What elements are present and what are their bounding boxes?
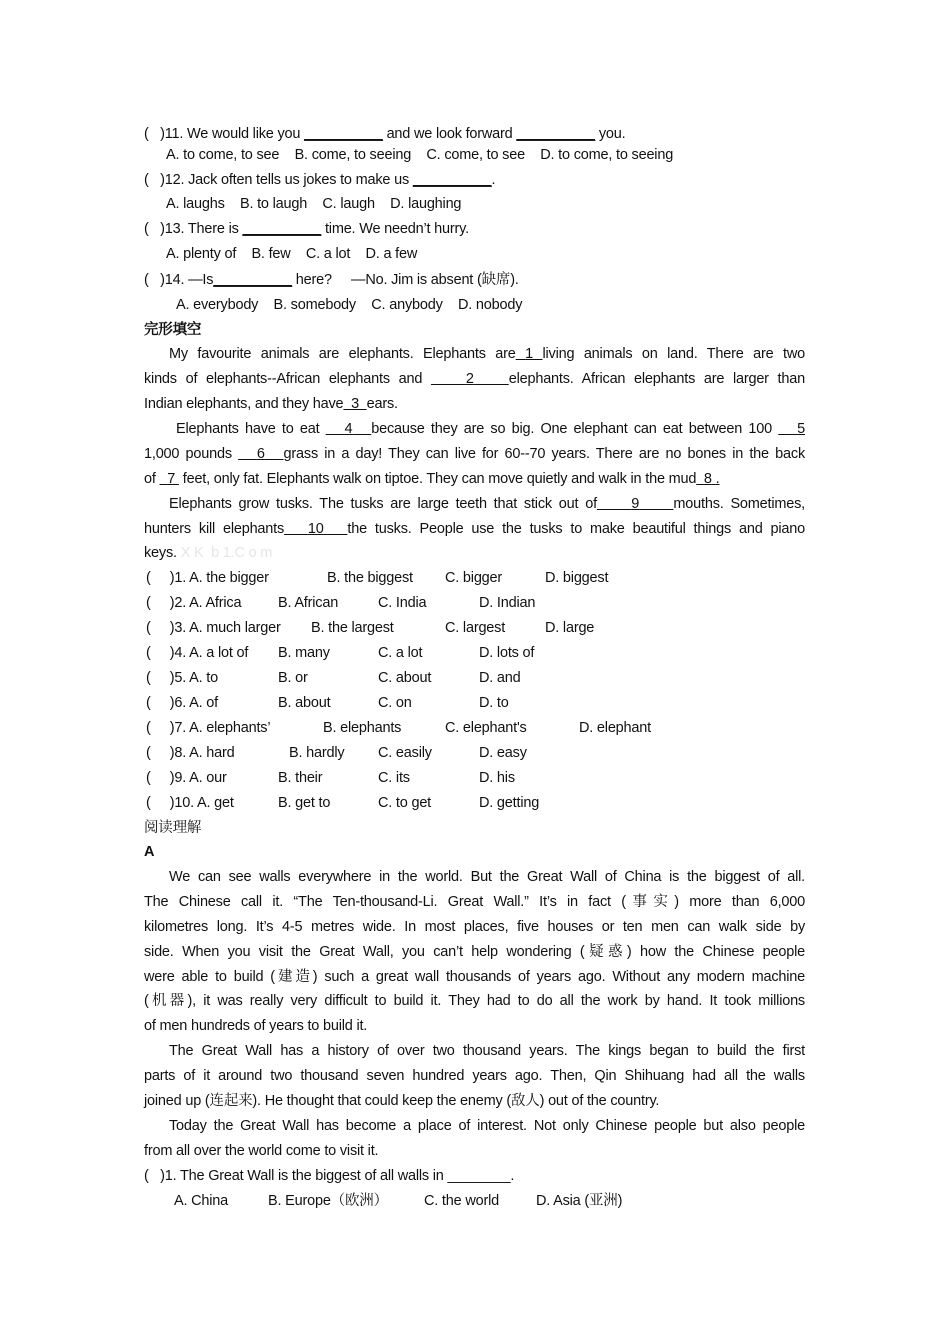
cloze-line [144,543,272,563]
text: of [144,471,160,487]
option-c: C. on [378,695,412,711]
blank-number: 10 [307,521,324,537]
question-13 [144,219,469,239]
stem: ( )13. There is [144,221,243,237]
q11-options: A. to come, to see B. come, to seeing C. come, to see D. to come, to seeing [166,147,674,163]
question-number: ( )6. A. of [146,695,218,711]
blank-6 [238,446,283,462]
question-number: ( )8. A. hard [146,745,235,761]
text: Elephants have to eat [176,421,326,437]
text: mouths. Sometimes, [673,496,805,512]
blank: __________ [213,272,292,288]
blank: __________ [412,172,492,188]
text: . [715,471,720,487]
stem: ( )14. —Is [144,272,214,288]
watermark: X K b 1.C o m [180,545,273,561]
blank-1 [516,346,543,362]
text: My favourite animals are elephants. Elephants are [169,346,516,362]
passage-line: were able to build (建造) such a great wall thousands of years ago. Without any modern machine [144,969,805,985]
option-c: C. its [378,770,410,786]
blank-number: 8 [703,471,712,487]
text: elephants. African elephants are larger than [508,371,805,387]
option-d: D. large [545,620,595,636]
cloze-line [144,444,805,464]
blank-8 [696,471,719,487]
option-d: D. elephant [579,720,651,736]
text: grass in a day! They can live for 60--70 years. There are no bones in the back [283,446,805,462]
passage-line: (机器), it was really very difficult to build it. They had to do all the work by hand. It took millions [144,993,805,1009]
passage-line: We can see walls everywhere in the world. But the Great Wall of China is the biggest of all. [169,869,805,885]
blank-3 [343,396,366,412]
option-d: D. getting [479,795,540,811]
question-12 [144,170,495,190]
stem: here? —No. Jim is absent (缺席). [291,272,519,288]
stem: you. [595,126,626,142]
passage-line: kilometres long. It’s 4-5 metres wide. In most places, five houses or ten men can walk side by [144,919,805,935]
blank-number: 9 [631,496,640,512]
cloze-line [144,494,805,514]
text: the tusks. People use the tusks to make beautiful things and piano [347,521,805,537]
blank-7 [160,471,179,487]
option-d: D. Asia (亚洲) [536,1193,623,1209]
text: living animals on land. There are two [542,346,805,362]
option-d: D. his [479,770,515,786]
option-d: D. easy [479,745,527,761]
q13-options: A. plenty of B. few C. a lot D. a few [166,246,418,262]
blank-9 [597,496,674,512]
option-b: B. get to [278,795,331,811]
q14-options: A. everybody B. somebody C. anybody D. nobody [176,297,523,313]
text: Elephants grow tusks. The tusks are large teeth that stick out of [169,496,597,512]
blank: __________ [304,126,383,142]
option-d: D. to [479,695,509,711]
option-c: C. about [378,670,432,686]
blank: __________ [242,221,322,237]
reading-heading: 阅读理解 [144,820,202,836]
blank-4 [326,421,372,437]
passage-line: joined up (连起来). He thought that could keep the enemy (敌人) out of the country. [144,1093,660,1109]
text: feet, only fat. Elephants walk on tiptoe. They can move quietly and walk in the mud [178,471,697,487]
blank-number: 1 [525,346,533,362]
question-number: ( )3. A. much larger [146,620,281,636]
stem: ( )12. Jack often tells us jokes to make us [144,172,413,188]
passage-line: Today the Great Wall has become a place of interest. Not only Chinese people but also people [169,1118,805,1134]
option-d: D. Indian [479,595,536,611]
question-number: ( )2. A. Africa [146,595,242,611]
blank-10 [284,521,347,537]
option-c: C. largest [445,620,506,636]
text: ears. [366,396,398,412]
question-number: ( )5. A. to [146,670,218,686]
blank-number: 2 [465,371,474,387]
cloze-line [144,394,398,414]
option-d: D. lots of [479,645,535,661]
option-c: C. to get [378,795,432,811]
option-b: B. Europe（欧洲） [268,1193,388,1209]
option-c: C. bigger [445,570,503,586]
option-c: C. a lot [378,645,423,661]
q12-options: A. laughs B. to laugh C. laugh D. laughing [166,196,462,212]
question-11 [144,124,625,144]
cloze-heading: 完形填空 [144,322,202,338]
option-b: B. about [278,695,331,711]
blank-number: 5 [797,421,805,437]
passage-line: side. When you visit the Great Wall, you can’t help wondering (疑惑) how the Chinese people [144,944,805,960]
blank-number: 4 [344,421,353,437]
cloze-line [144,344,805,364]
blank-number: 7 [167,471,176,487]
blank-2 [431,371,509,387]
passage-line: The Great Wall has a history of over two thousand years. The kings began to build the first [169,1043,805,1059]
reading-question-1: ( )1. The Great Wall is the biggest of all walls in ________. [144,1168,515,1184]
text: hunters kill elephants [144,521,285,537]
option-c: C. the world [424,1193,499,1209]
passage-line: parts of it around two thousand seven hundred years ago. Then, Qin Shihuang had all the walls [144,1068,805,1084]
text: keys. [144,545,177,561]
option-b: B. African [278,595,339,611]
option-b: B. hardly [289,745,345,761]
question-number: ( )7. A. elephants’ [146,720,271,736]
stem: ( )11. We would like you [144,126,305,142]
passage-line: from all over the world come to visit it. [144,1143,379,1159]
cloze-line [144,519,805,539]
option-a: A. China [174,1193,229,1209]
option-b: B. the biggest [327,570,413,586]
cloze-line [144,469,719,489]
question-14 [144,270,519,290]
question-number: ( )1. A. the bigger [146,570,269,586]
blank-number: 6 [256,446,265,462]
option-c: C. elephant's [445,720,527,736]
passage-line: of men hundreds of years to build it. [144,1018,368,1034]
text: because they are so big. One elephant can eat between 100 [371,421,779,437]
option-b: B. many [278,645,330,661]
option-c: C. India [378,595,427,611]
blank: __________ [516,126,596,142]
blank-5 [778,421,805,437]
cloze-line [144,419,805,439]
option-c: C. easily [378,745,432,761]
blank-number: 3 [351,396,359,412]
question-number: ( )4. A. a lot of [146,645,249,661]
stem: and we look forward [382,126,517,142]
stem: . [491,172,496,188]
option-b: B. elephants [323,720,402,736]
text: kinds of elephants--African elephants and [144,371,431,387]
option-b: B. or [278,670,308,686]
question-number: ( )10. A. get [146,795,234,811]
question-number: ( )9. A. our [146,770,227,786]
cloze-line [144,369,805,389]
stem: time. We needn’t hurry. [321,221,469,237]
option-d: D. and [479,670,521,686]
option-b: B. their [278,770,323,786]
text: Indian elephants, and they have [144,396,344,412]
reading-section: A [144,844,155,860]
passage-line: The Chinese call it. “The Ten-thousand-Li. Great Wall.” It’s in fact (事实) more than 6,000 [144,894,805,910]
option-d: D. biggest [545,570,609,586]
option-b: B. the largest [311,620,394,636]
text: 1,000 pounds [144,446,239,462]
